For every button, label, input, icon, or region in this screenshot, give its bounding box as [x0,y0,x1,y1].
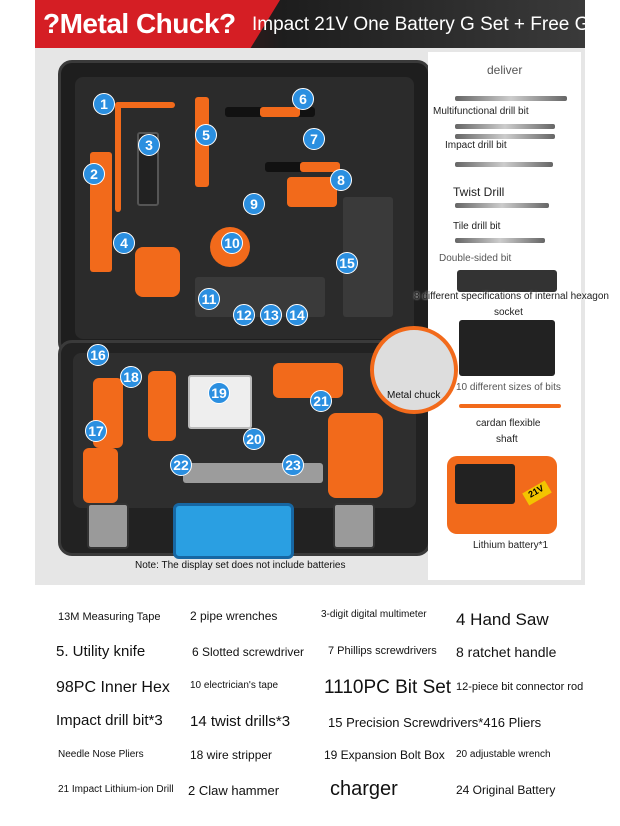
panel-label-socket: socket [494,307,523,318]
disclaimer-note: Note: The display set does not include batteries [135,560,346,571]
panel-label-impact: Impact drill bit [445,140,507,151]
marker-14: 14 [286,304,308,326]
marker-15: 15 [336,252,358,274]
bit-set-shape [459,320,555,376]
product-photo [35,48,609,585]
bit-impact-2 [455,134,555,139]
panel-label-lithium: Lithium battery*1 [473,540,549,551]
list-item: 15 Precision Screwdrivers*416 Pliers [328,715,542,730]
bit-twist-1 [455,162,553,167]
panel-label-shaft: shaft [496,434,518,445]
needle-nose-pliers-shape [83,448,118,503]
list-item: Needle Nose Pliers [58,749,144,760]
marker-6: 6 [292,88,314,110]
hex-socket-set-shape [457,270,557,292]
marker-22: 22 [170,454,192,476]
marker-23: 23 [282,454,304,476]
marker-11: 11 [198,288,220,310]
list-item: 13M Measuring Tape [58,611,161,623]
hand-saw-top [115,102,175,108]
panel-label-twist: Twist Drill [453,185,505,199]
marker-17: 17 [85,420,107,442]
panel-label-double-sided: Double-sided bit [439,253,512,264]
marker-3: 3 [138,134,160,156]
list-item: 14 twist drills*3 [190,713,291,730]
flexible-shaft-shape [459,404,561,408]
list-item: 10 electrician's tape [190,680,279,691]
marker-4: 4 [113,232,135,254]
bit-impact-1 [455,124,555,129]
list-item: 19 Expansion Bolt Box [324,748,445,762]
panel-label-tile: Tile drill bit [453,221,501,232]
list-item: 98PC Inner Hex [56,679,170,696]
list-item: 24 Original Battery [456,783,556,797]
header-banner [35,0,605,48]
list-item: Impact drill bit*3 [56,712,163,729]
list-item: 8 ratchet handle [456,644,557,660]
marker-16: 16 [87,344,109,366]
list-item: 6 Slotted screwdriver [192,645,305,659]
banner-title: ?Metal Chuck? [43,8,236,39]
list-item: charger [330,778,398,800]
list-item: 4 Hand Saw [456,610,549,629]
marker-5: 5 [195,124,217,146]
list-item: 18 wire stripper [190,748,273,762]
marker-10: 10 [221,232,243,254]
list-item: 20 adjustable wrench [456,749,551,760]
case-latch-left [87,503,129,549]
marker-9: 9 [243,193,265,215]
marker-7: 7 [303,128,325,150]
list-item: 7 Phillips screwdrivers [328,645,437,657]
case-handle [173,503,294,559]
case-latch-right [333,503,375,549]
list-item: 5. Utility knife [56,643,146,660]
claw-hammer-handle-shape [135,247,180,297]
panel-label-hex-socket: 8 different specifications of internal hexagon [414,291,609,302]
screwdriver-handle-shape [260,107,300,117]
bit-multifunctional [455,96,567,101]
panel-label-sizes: 10 different sizes of bits [456,382,561,393]
list-item: 21 Impact Lithium-ion Drill [58,784,174,795]
banner-subtitle: Impact 21V One Battery G Set + Free Gift [252,14,605,35]
panel-deliver-label: deliver [487,63,523,77]
panel-label-cardan: cardan flexible [476,418,541,429]
metal-chuck-label: Metal chuck [387,390,441,401]
marker-12: 12 [233,304,255,326]
list-item: 2 pipe wrenches [190,609,278,623]
marker-2: 2 [83,163,105,185]
list-item: 3-digit digital multimeter [321,609,427,620]
battery-voltage-label: 21V [522,480,552,505]
list-item: 12-piece bit connector rod [456,681,584,693]
marker-21: 21 [310,390,332,412]
marker-18: 18 [120,366,142,388]
bit-tile [455,238,545,243]
hand-saw-frame [115,102,121,212]
bit-twist-2 [455,203,549,208]
wire-stripper-shape [148,371,176,441]
list-item: 2 Claw hammer [188,783,280,798]
marker-19: 19 [208,382,230,404]
marker-13: 13 [260,304,282,326]
drill-body-shape [273,363,343,398]
battery-top [455,464,515,504]
marker-1: 1 [93,93,115,115]
list-item: 1110PC Bit Set [324,677,452,698]
marker-20: 20 [243,428,265,450]
marker-8: 8 [330,169,352,191]
panel-label-multifunctional: Multifunctional drill bit [433,106,529,117]
drill-handle-shape [328,413,383,498]
